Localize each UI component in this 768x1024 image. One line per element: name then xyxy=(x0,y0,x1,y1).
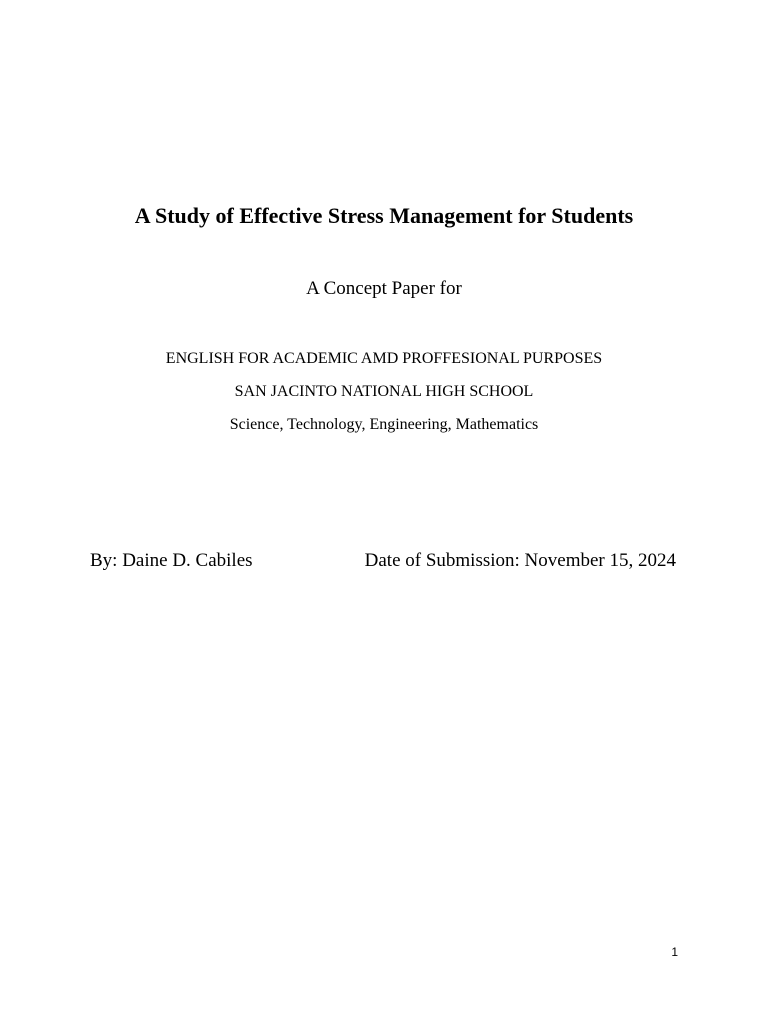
author-line: By: Daine D. Cabiles xyxy=(90,550,253,571)
school-name: SAN JACINTO NATIONAL HIGH SCHOOL xyxy=(234,383,534,400)
strand-name: Science, Technology, Engineering, Mathematics xyxy=(229,416,539,433)
course-name: ENGLISH FOR ACADEMIC AMD PROFFESIONAL PURPOSES xyxy=(165,350,603,367)
page-number: 1 xyxy=(671,945,678,959)
submission-date: Date of Submission: November 15, 2024 xyxy=(364,550,676,571)
paper-subtitle: A Concept Paper for xyxy=(306,278,462,299)
paper-title: A Study of Effective Stress Management for Students xyxy=(134,203,634,228)
